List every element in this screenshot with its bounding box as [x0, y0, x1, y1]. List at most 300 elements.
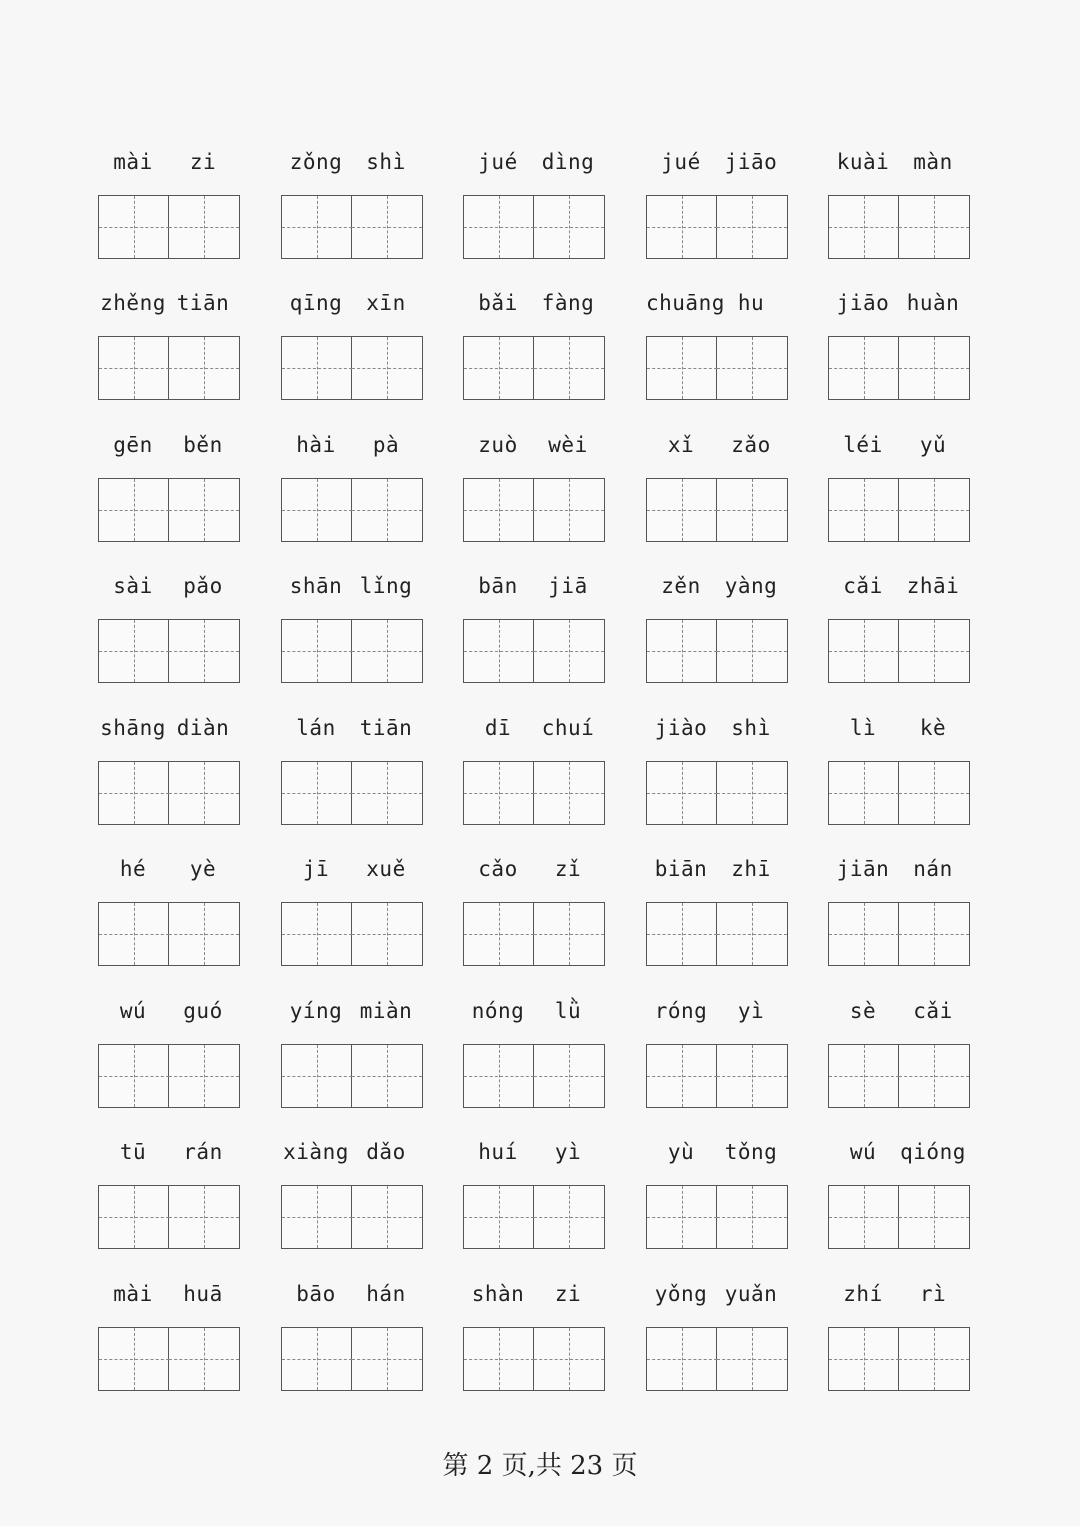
- writing-boxes[interactable]: [463, 1185, 605, 1249]
- writing-boxes[interactable]: [281, 336, 423, 400]
- tianzige-box[interactable]: [899, 1045, 969, 1107]
- tianzige-box[interactable]: [99, 196, 169, 258]
- horizontal-guide-line: [464, 793, 534, 794]
- writing-boxes[interactable]: [646, 619, 788, 683]
- pinyin-syllable-1: zuò: [478, 433, 518, 457]
- writing-boxes[interactable]: [463, 1044, 605, 1108]
- horizontal-guide-line: [534, 793, 604, 794]
- tianzige-box[interactable]: [534, 337, 604, 399]
- tianzige-box[interactable]: [99, 762, 169, 824]
- tianzige-box[interactable]: [352, 1186, 422, 1248]
- horizontal-guide-line: [899, 368, 969, 369]
- tianzige-box[interactable]: [534, 903, 604, 965]
- tianzige-box[interactable]: [464, 337, 534, 399]
- word-item: [828, 711, 978, 841]
- tianzige-box[interactable]: [717, 479, 787, 541]
- tianzige-box[interactable]: [282, 1328, 352, 1390]
- pinyin-syllable-2: rán: [183, 1140, 223, 1164]
- horizontal-guide-line: [534, 1359, 604, 1360]
- horizontal-guide-line: [829, 227, 899, 228]
- tianzige-box[interactable]: [647, 620, 717, 682]
- horizontal-guide-line: [352, 368, 422, 369]
- tianzige-box[interactable]: [352, 1045, 422, 1107]
- tianzige-box[interactable]: [717, 620, 787, 682]
- pinyin-syllable-2: yǔ: [919, 433, 947, 457]
- horizontal-guide-line: [169, 368, 239, 369]
- pinyin-syllable-2: yì: [737, 999, 765, 1023]
- pinyin-label: [646, 994, 796, 1028]
- tianzige-box[interactable]: [464, 762, 534, 824]
- word-item: [463, 711, 613, 841]
- writing-boxes[interactable]: [828, 1044, 970, 1108]
- word-item: [646, 1277, 796, 1407]
- word-item: [463, 1135, 613, 1265]
- pinyin-label: [463, 711, 613, 745]
- horizontal-guide-line: [899, 510, 969, 511]
- word-row: [0, 994, 1080, 1124]
- writing-boxes[interactable]: [281, 195, 423, 259]
- horizontal-guide-line: [99, 1217, 169, 1218]
- horizontal-guide-line: [647, 934, 717, 935]
- tianzige-box[interactable]: [534, 479, 604, 541]
- writing-boxes[interactable]: [281, 1327, 423, 1391]
- writing-boxes[interactable]: [463, 478, 605, 542]
- pinyin-syllable-1: léi: [843, 433, 883, 457]
- tianzige-box[interactable]: [169, 337, 239, 399]
- horizontal-guide-line: [99, 1076, 169, 1077]
- pinyin-syllable-2: xuě: [366, 857, 406, 881]
- tianzige-box[interactable]: [169, 762, 239, 824]
- tianzige-box[interactable]: [352, 762, 422, 824]
- tianzige-box[interactable]: [647, 903, 717, 965]
- word-row: [0, 1277, 1080, 1407]
- tianzige-box[interactable]: [464, 1186, 534, 1248]
- pinyin-syllable-2: qióng: [900, 1140, 966, 1164]
- pinyin-syllable-1: chuāng: [646, 291, 725, 315]
- pinyin-syllable-1: bān: [478, 574, 518, 598]
- pinyin-syllable-1: xǐ: [667, 433, 695, 457]
- pinyin-syllable-1: cǎi: [843, 574, 883, 598]
- writing-boxes[interactable]: [828, 761, 970, 825]
- word-item: [98, 145, 248, 275]
- tianzige-box[interactable]: [169, 196, 239, 258]
- tianzige-box[interactable]: [717, 196, 787, 258]
- tianzige-box[interactable]: [169, 1328, 239, 1390]
- pinyin-syllable-1: mài: [113, 1282, 153, 1306]
- pinyin-syllable-2: tiān: [359, 716, 413, 740]
- pinyin-syllable-1: tū: [119, 1140, 147, 1164]
- tianzige-box[interactable]: [534, 762, 604, 824]
- horizontal-guide-line: [464, 1076, 534, 1077]
- tianzige-box[interactable]: [282, 1186, 352, 1248]
- word-row: [0, 145, 1080, 275]
- tianzige-box[interactable]: [829, 1328, 899, 1390]
- writing-boxes[interactable]: [828, 1185, 970, 1249]
- horizontal-guide-line: [534, 368, 604, 369]
- pinyin-syllable-2: zi: [554, 1282, 582, 1306]
- tianzige-box[interactable]: [99, 1328, 169, 1390]
- writing-boxes[interactable]: [646, 1044, 788, 1108]
- horizontal-guide-line: [352, 934, 422, 935]
- horizontal-guide-line: [899, 1217, 969, 1218]
- tianzige-box[interactable]: [464, 1045, 534, 1107]
- writing-boxes[interactable]: [98, 195, 240, 259]
- tianzige-box[interactable]: [282, 196, 352, 258]
- tianzige-box[interactable]: [169, 620, 239, 682]
- word-item: [646, 711, 796, 841]
- horizontal-guide-line: [99, 227, 169, 228]
- tianzige-box[interactable]: [352, 903, 422, 965]
- pinyin-syllable-1: biān: [654, 857, 708, 881]
- word-item: [281, 286, 431, 416]
- pinyin-label: [828, 569, 978, 603]
- tianzige-box[interactable]: [899, 337, 969, 399]
- pinyin-syllable-1: kuài: [836, 150, 890, 174]
- tianzige-box[interactable]: [99, 903, 169, 965]
- tianzige-box[interactable]: [464, 620, 534, 682]
- pinyin-label: [98, 145, 248, 179]
- tianzige-box[interactable]: [282, 1045, 352, 1107]
- writing-boxes[interactable]: [98, 761, 240, 825]
- tianzige-box[interactable]: [282, 903, 352, 965]
- tianzige-box[interactable]: [717, 337, 787, 399]
- tianzige-box[interactable]: [352, 196, 422, 258]
- tianzige-box[interactable]: [169, 479, 239, 541]
- pinyin-label: [646, 1277, 796, 1311]
- word-item: [828, 852, 978, 982]
- pinyin-syllable-2: jiāo: [724, 150, 778, 174]
- word-item: [98, 994, 248, 1124]
- pinyin-syllable-2: yàng: [724, 574, 778, 598]
- pinyin-syllable-1: hé: [119, 857, 147, 881]
- word-item: [281, 711, 431, 841]
- tianzige-box[interactable]: [464, 196, 534, 258]
- writing-boxes[interactable]: [98, 478, 240, 542]
- writing-boxes[interactable]: [281, 1185, 423, 1249]
- writing-boxes[interactable]: [98, 1044, 240, 1108]
- pinyin-syllable-2: hu: [737, 291, 765, 315]
- writing-boxes[interactable]: [828, 902, 970, 966]
- writing-boxes[interactable]: [281, 619, 423, 683]
- word-item: [98, 569, 248, 699]
- pinyin-label: [646, 1135, 796, 1169]
- word-item: [646, 145, 796, 275]
- pinyin-label: [828, 1135, 978, 1169]
- tianzige-box[interactable]: [99, 479, 169, 541]
- tianzige-box[interactable]: [282, 762, 352, 824]
- word-item: [281, 1277, 431, 1407]
- pinyin-label: [98, 852, 248, 886]
- horizontal-guide-line: [534, 934, 604, 935]
- tianzige-box[interactable]: [829, 620, 899, 682]
- pinyin-syllable-1: jiāo: [836, 291, 890, 315]
- writing-boxes[interactable]: [281, 902, 423, 966]
- horizontal-guide-line: [534, 510, 604, 511]
- pinyin-syllable-2: shì: [731, 716, 771, 740]
- pinyin-syllable-1: gēn: [113, 433, 153, 457]
- writing-boxes[interactable]: [828, 1327, 970, 1391]
- horizontal-guide-line: [99, 368, 169, 369]
- writing-boxes[interactable]: [646, 761, 788, 825]
- horizontal-guide-line: [717, 368, 787, 369]
- tianzige-box[interactable]: [717, 1328, 787, 1390]
- horizontal-guide-line: [169, 510, 239, 511]
- tianzige-box[interactable]: [99, 337, 169, 399]
- tianzige-box[interactable]: [717, 903, 787, 965]
- tianzige-box[interactable]: [534, 1186, 604, 1248]
- horizontal-guide-line: [282, 368, 352, 369]
- tianzige-box[interactable]: [534, 196, 604, 258]
- pinyin-syllable-1: lán: [296, 716, 336, 740]
- tianzige-box[interactable]: [352, 337, 422, 399]
- word-row: [0, 711, 1080, 841]
- horizontal-guide-line: [647, 1217, 717, 1218]
- pinyin-label: [463, 569, 613, 603]
- tianzige-box[interactable]: [169, 1045, 239, 1107]
- tianzige-box[interactable]: [829, 903, 899, 965]
- horizontal-guide-line: [352, 1217, 422, 1218]
- pinyin-syllable-2: yuǎn: [724, 1282, 778, 1306]
- pinyin-syllable-1: yíng: [289, 999, 343, 1023]
- horizontal-guide-line: [169, 1076, 239, 1077]
- tianzige-box[interactable]: [647, 1045, 717, 1107]
- horizontal-guide-line: [647, 651, 717, 652]
- word-item: [281, 428, 431, 558]
- pinyin-label: [281, 145, 431, 179]
- tianzige-box[interactable]: [282, 620, 352, 682]
- word-item: [281, 1135, 431, 1265]
- word-row: [0, 428, 1080, 558]
- tianzige-box[interactable]: [534, 620, 604, 682]
- pinyin-syllable-1: hài: [296, 433, 336, 457]
- tianzige-box[interactable]: [464, 903, 534, 965]
- tianzige-box[interactable]: [282, 337, 352, 399]
- word-item: [98, 852, 248, 982]
- writing-boxes[interactable]: [828, 478, 970, 542]
- word-item: [281, 145, 431, 275]
- horizontal-guide-line: [282, 793, 352, 794]
- horizontal-guide-line: [829, 1076, 899, 1077]
- tianzige-box[interactable]: [352, 1328, 422, 1390]
- writing-boxes[interactable]: [646, 902, 788, 966]
- writing-boxes[interactable]: [281, 1044, 423, 1108]
- pinyin-label: [828, 852, 978, 886]
- writing-boxes[interactable]: [463, 336, 605, 400]
- word-row: [0, 1135, 1080, 1265]
- pinyin-syllable-2: dǎo: [366, 1140, 406, 1164]
- tianzige-box[interactable]: [899, 1328, 969, 1390]
- word-item: [463, 569, 613, 699]
- pinyin-label: [463, 286, 613, 320]
- pinyin-syllable-2: guó: [183, 999, 223, 1023]
- pinyin-syllable-2: běn: [183, 433, 223, 457]
- pinyin-label: [463, 1277, 613, 1311]
- word-item: [463, 994, 613, 1124]
- tianzige-box[interactable]: [352, 479, 422, 541]
- tianzige-box[interactable]: [829, 1186, 899, 1248]
- writing-boxes[interactable]: [98, 902, 240, 966]
- tianzige-box[interactable]: [829, 479, 899, 541]
- writing-boxes[interactable]: [281, 761, 423, 825]
- horizontal-guide-line: [829, 651, 899, 652]
- pinyin-label: [281, 994, 431, 1028]
- tianzige-box[interactable]: [899, 1186, 969, 1248]
- tianzige-box[interactable]: [99, 1045, 169, 1107]
- pinyin-syllable-1: róng: [654, 999, 708, 1023]
- writing-boxes[interactable]: [98, 1185, 240, 1249]
- pinyin-syllable-1: wú: [119, 999, 147, 1023]
- tianzige-box[interactable]: [534, 1045, 604, 1107]
- word-item: [828, 1277, 978, 1407]
- pinyin-label: [281, 852, 431, 886]
- word-row: [0, 286, 1080, 416]
- horizontal-guide-line: [899, 793, 969, 794]
- writing-boxes[interactable]: [463, 619, 605, 683]
- writing-boxes[interactable]: [828, 195, 970, 259]
- pinyin-syllable-1: huí: [478, 1140, 518, 1164]
- word-item: [463, 145, 613, 275]
- horizontal-guide-line: [717, 1359, 787, 1360]
- word-item: [828, 428, 978, 558]
- pinyin-syllable-2: yì: [554, 1140, 582, 1164]
- horizontal-guide-line: [99, 793, 169, 794]
- pinyin-syllable-2: wèi: [548, 433, 588, 457]
- horizontal-guide-line: [282, 651, 352, 652]
- tianzige-box[interactable]: [647, 196, 717, 258]
- pinyin-syllable-1: dī: [484, 716, 512, 740]
- tianzige-box[interactable]: [352, 620, 422, 682]
- tianzige-box[interactable]: [829, 762, 899, 824]
- horizontal-guide-line: [647, 1076, 717, 1077]
- tianzige-box[interactable]: [899, 762, 969, 824]
- horizontal-guide-line: [352, 510, 422, 511]
- tianzige-box[interactable]: [464, 479, 534, 541]
- tianzige-box[interactable]: [899, 479, 969, 541]
- word-item: [646, 852, 796, 982]
- pinyin-label: [463, 852, 613, 886]
- horizontal-guide-line: [464, 934, 534, 935]
- horizontal-guide-line: [169, 793, 239, 794]
- word-item: [828, 994, 978, 1124]
- horizontal-guide-line: [464, 1359, 534, 1360]
- writing-boxes[interactable]: [463, 902, 605, 966]
- writing-boxes[interactable]: [646, 1327, 788, 1391]
- tianzige-box[interactable]: [829, 196, 899, 258]
- pinyin-label: [463, 428, 613, 462]
- pinyin-syllable-1: bǎi: [478, 291, 518, 315]
- horizontal-guide-line: [829, 510, 899, 511]
- pinyin-syllable-2: zǎo: [731, 433, 771, 457]
- pinyin-syllable-2: tǒng: [724, 1140, 778, 1164]
- writing-boxes[interactable]: [98, 336, 240, 400]
- pinyin-syllable-1: yǒng: [654, 1282, 708, 1306]
- tianzige-box[interactable]: [464, 1328, 534, 1390]
- pinyin-syllable-2: cǎi: [913, 999, 953, 1023]
- horizontal-guide-line: [534, 651, 604, 652]
- pinyin-syllable-1: sài: [113, 574, 153, 598]
- pinyin-label: [828, 145, 978, 179]
- pinyin-syllable-1: qīng: [289, 291, 343, 315]
- pinyin-syllable-2: zhāi: [906, 574, 960, 598]
- pinyin-label: [281, 428, 431, 462]
- horizontal-guide-line: [899, 1359, 969, 1360]
- writing-boxes[interactable]: [646, 1185, 788, 1249]
- writing-boxes[interactable]: [828, 336, 970, 400]
- word-item: [463, 286, 613, 416]
- tianzige-box[interactable]: [829, 1045, 899, 1107]
- horizontal-guide-line: [169, 934, 239, 935]
- word-item: [98, 428, 248, 558]
- tianzige-box[interactable]: [534, 1328, 604, 1390]
- tianzige-box[interactable]: [647, 1186, 717, 1248]
- horizontal-guide-line: [534, 227, 604, 228]
- pinyin-syllable-2: zǐ: [554, 857, 582, 881]
- horizontal-guide-line: [352, 793, 422, 794]
- tianzige-box[interactable]: [99, 620, 169, 682]
- pinyin-syllable-2: chuí: [541, 716, 595, 740]
- pinyin-syllable-1: wú: [849, 1140, 877, 1164]
- writing-boxes[interactable]: [98, 619, 240, 683]
- horizontal-guide-line: [99, 1359, 169, 1360]
- tianzige-box[interactable]: [899, 196, 969, 258]
- tianzige-box[interactable]: [647, 337, 717, 399]
- pinyin-label: [98, 569, 248, 603]
- pinyin-syllable-1: jué: [661, 150, 701, 174]
- writing-boxes[interactable]: [463, 1327, 605, 1391]
- horizontal-guide-line: [99, 934, 169, 935]
- word-item: [828, 286, 978, 416]
- pinyin-label: [828, 428, 978, 462]
- tianzige-box[interactable]: [647, 1328, 717, 1390]
- word-item: [646, 286, 796, 416]
- tianzige-box[interactable]: [717, 1186, 787, 1248]
- writing-boxes[interactable]: [463, 761, 605, 825]
- writing-boxes[interactable]: [646, 336, 788, 400]
- tianzige-box[interactable]: [99, 1186, 169, 1248]
- writing-boxes[interactable]: [463, 195, 605, 259]
- pinyin-syllable-1: mài: [113, 150, 153, 174]
- tianzige-box[interactable]: [829, 337, 899, 399]
- pinyin-syllable-1: jiào: [654, 716, 708, 740]
- horizontal-guide-line: [282, 1359, 352, 1360]
- writing-boxes[interactable]: [98, 1327, 240, 1391]
- pinyin-syllable-2: yè: [189, 857, 217, 881]
- tianzige-box[interactable]: [647, 762, 717, 824]
- word-row: [0, 569, 1080, 699]
- word-item: [281, 852, 431, 982]
- pinyin-syllable-2: huàn: [906, 291, 960, 315]
- word-item: [281, 994, 431, 1124]
- tianzige-box[interactable]: [282, 479, 352, 541]
- pinyin-syllable-2: shì: [366, 150, 406, 174]
- writing-boxes[interactable]: [646, 478, 788, 542]
- tianzige-box[interactable]: [647, 479, 717, 541]
- tianzige-box[interactable]: [717, 1045, 787, 1107]
- writing-boxes[interactable]: [281, 478, 423, 542]
- tianzige-box[interactable]: [899, 620, 969, 682]
- horizontal-guide-line: [464, 510, 534, 511]
- tianzige-box[interactable]: [717, 762, 787, 824]
- pinyin-label: [98, 994, 248, 1028]
- writing-boxes[interactable]: [828, 619, 970, 683]
- tianzige-box[interactable]: [899, 903, 969, 965]
- tianzige-box[interactable]: [169, 903, 239, 965]
- tianzige-box[interactable]: [169, 1186, 239, 1248]
- word-item: [463, 852, 613, 982]
- pinyin-label: [281, 569, 431, 603]
- pinyin-syllable-2: màn: [913, 150, 953, 174]
- writing-boxes[interactable]: [646, 195, 788, 259]
